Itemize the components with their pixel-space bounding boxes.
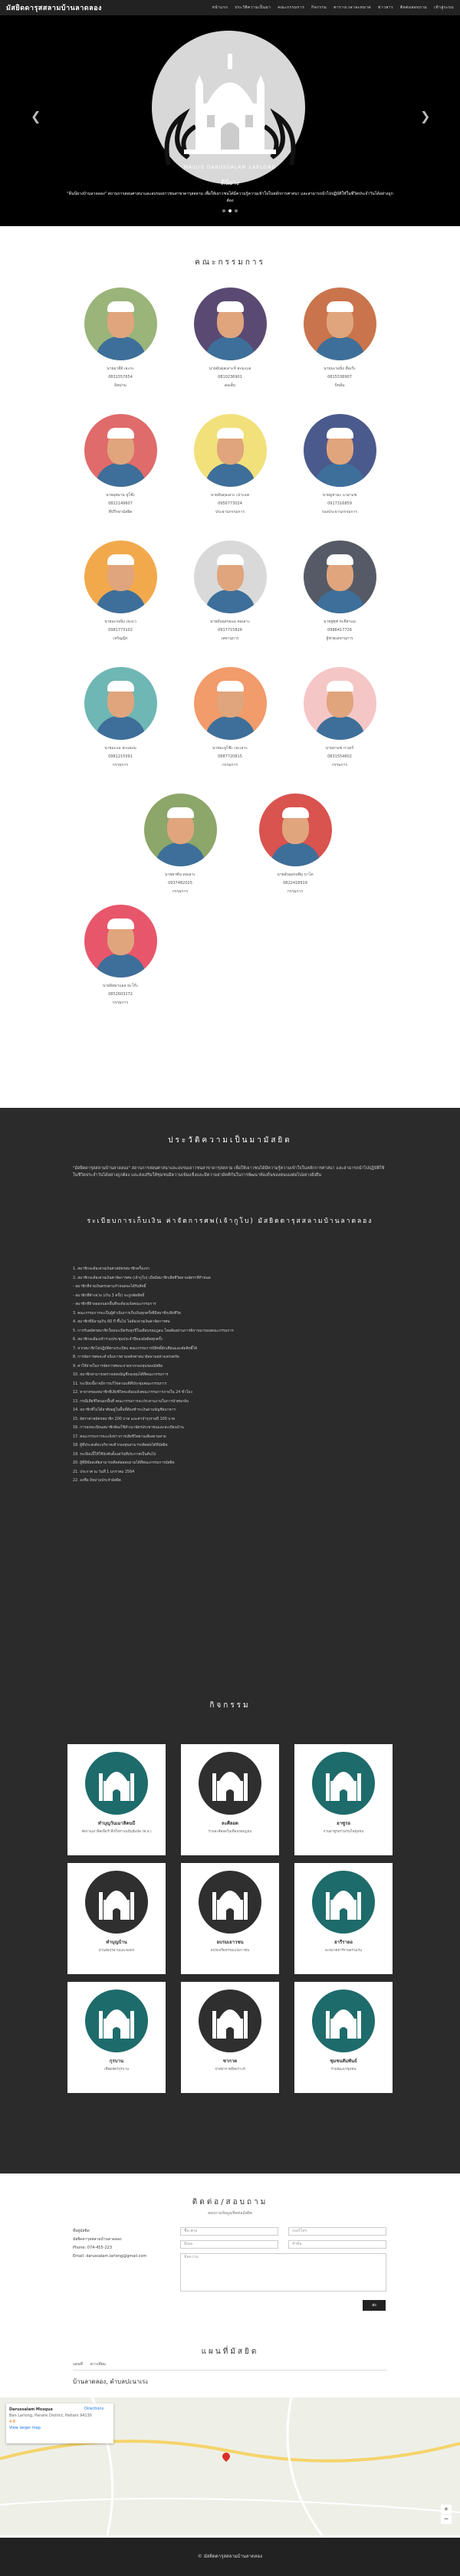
rule-item: 9. ค่าใช้จ่ายในการจัดการศพจะจ่ายจากกองทุนของมัสยิด (73, 1364, 163, 1368)
committee-member (63, 905, 178, 1007)
rule-item: 11. ระเบียบนี้อาจมีการแก้ไขตามมติที่ประชุมคณะกรรมการ (73, 1382, 167, 1386)
avatar (194, 288, 267, 360)
member-name: นายมะรอนิง เจะแว (104, 619, 136, 624)
member-role: กรรมการ (331, 763, 348, 767)
member-role: ประธานกรรมการ (215, 510, 245, 514)
rule-item: 5. การรับสมัครสมาชิกใหม่จะเปิดรับทุกปีในเดือนรอมฎอน โดยต้องผ่านการพิจารณาของคณะกรรมการ (73, 1329, 234, 1333)
hero-text: "ดีนนียางบ้านลาดลอง" สถานการสอนศาสนาและอบรมเยาวชนสาขาดารุสสลาม เพื่อให้เยาวชนได้มีความรู้ความเข้าใจในหลักการศาสนา และสามารถนำไปปฏิบัติใช้ในชีวิตประจำวันได้อย่างถูกต้อง (67, 192, 393, 203)
activity-mosque-icon (312, 1752, 375, 1815)
address-text: มัสยิดดารุสสลามบ้านลาดลอง (73, 2237, 122, 2242)
member-phone: 0917316859 (327, 501, 352, 506)
rule-item: 8. การจัดการศพจะดำเนินการตามหลักศาสนาอิสลามอย่างเคร่งครัด (73, 1355, 179, 1359)
committee-title: คณะกรรมการ (195, 258, 265, 267)
nav-item-news[interactable]: ข่าวสาร (378, 5, 393, 10)
rule-item: 10. สมาชิกสามารถตรวจสอบบัญชีกองทุนได้ที่คณะกรรมการ (73, 1373, 169, 1377)
committee-member (63, 667, 178, 770)
hero-caption (0, 165, 460, 205)
address-block (73, 2227, 180, 2261)
message-field[interactable]: ข้อความ (180, 2253, 386, 2292)
activity-card[interactable] (294, 1982, 393, 2093)
member-phone: 0810236901 (218, 375, 242, 380)
member-role: ที่ปรึกษามัสยิด (108, 510, 133, 514)
committee-member (282, 288, 397, 390)
footer (0, 2538, 460, 2576)
top-navbar (0, 0, 460, 15)
activity-mosque-icon (312, 1871, 375, 1934)
activity-text: ร่วมพัฒนาชุมชน (330, 2068, 356, 2072)
member-name: นายมะแอ สะแลแม (104, 746, 136, 751)
contact-section (0, 2174, 460, 2576)
activity-title: ฮารีรายอ (334, 1940, 353, 1945)
hero-heading: ดีนิ่ยาง (221, 179, 239, 186)
committee-member (172, 288, 288, 390)
member-name: นายอาแซ กาเดร์ (325, 746, 354, 751)
rule-item: 6. สมาชิกจะต้องเข้าร่วมประชุมประจำปีของมัสยิดทุกครั้ง (73, 1338, 163, 1342)
member-name: นายอับดุลเลาะ เปาะแต (210, 493, 250, 498)
activity-card[interactable] (181, 1982, 279, 2093)
rule-item: - สมาชิกที่ย้ายออกนอกพื้นที่จะต้องแจ้งคณะกรรมการ (73, 1303, 156, 1306)
chevron-right-icon[interactable]: ❯ (420, 109, 431, 123)
member-phone: 0887720815 (218, 754, 242, 759)
rule-item: 13. กรณีเสียชีวิตนอกพื้นที่ คณะกรรมการจะประสานงานในการนำศพกลับ (73, 1399, 189, 1404)
rule-item: 14. สมาชิกที่ไม่ได้อาศัยอยู่ในพื้นที่ต้องชำระเงินผ่านบัญชีธนาคาร (73, 1408, 176, 1412)
member-role: กรรมการ (287, 889, 304, 894)
rule-item: - สมาชิกที่ค้างจ่าย (เกิน 3 ครั้ง) จะถูกตัดสิทธิ์ (73, 1293, 145, 1298)
member-name: นายมะรอนิง ดือเร๊ะ (324, 366, 356, 371)
activity-text: จ่ายซากาตฟิตเราะห์ (215, 2068, 245, 2072)
chevron-left-icon[interactable]: ❮ (31, 109, 41, 123)
member-role: กรรมการ (222, 763, 238, 767)
rule-item: 2. สมาชิกจะต้องจ่ายเงินค่าจัดการศพ (เจ้ากูโบ) เมื่อมีสมาชิกเสียชีวิตตามอัตราที่กำหนด (73, 1276, 211, 1280)
activity-card[interactable] (67, 1744, 166, 1855)
activity-text: จัดงานเมาลิดเพื่อรำลึกถึงท่านนบีมุฮัมมัด (ซ.ล.) (81, 1830, 152, 1834)
committee-section (0, 226, 460, 1108)
member-phone: 0831557654 (108, 375, 133, 380)
member-role: เลขานุการ (221, 636, 239, 641)
avatar (304, 540, 376, 613)
member-name: นายอับดุลรอแม ดอเลาะ (210, 619, 250, 624)
map-embed[interactable] (0, 2397, 460, 2535)
activity-card[interactable] (294, 1744, 393, 1855)
committee-member (172, 414, 288, 517)
avatar (194, 540, 267, 613)
rule-item: 20. ผู้ที่มีข้อสงสัยสามารถติดต่อสอบถามได้ที่คณะกรรมการมัสยิด (73, 1461, 175, 1465)
activity-mosque-icon (199, 1752, 261, 1815)
activity-card[interactable] (181, 1863, 279, 1974)
rule-item: 12. ทายาทของสมาชิกที่เสียชีวิตจะต้องแจ้งคณะกรรมการภายใน 24 ชั่วโมง (73, 1391, 192, 1395)
avatar (304, 288, 376, 360)
avatar (194, 667, 267, 740)
activity-mosque-icon (85, 1990, 148, 2052)
member-phone: 0815538907 (327, 375, 352, 380)
rule-item: 1. สมาชิกจะต้องจ่ายเงินค่าสมัครสมาชิกครั้งแรก (73, 1267, 150, 1271)
committee-member (63, 288, 178, 390)
activity-title: อาซูรอ (337, 1821, 350, 1826)
activity-text: กวนอาซูรอร่วมกันในชุมชน (323, 1830, 364, 1834)
rule-item: - สมาชิกที่จ่ายเงินครบตามกำหนดจะได้รับสิทธิ์ (73, 1285, 146, 1289)
avatar (84, 288, 157, 360)
activity-text: อ่านอัลกุรอานและขอพร (98, 1949, 135, 1953)
activity-mosque-icon (199, 1871, 261, 1934)
carousel-dot[interactable] (222, 209, 225, 212)
member-phone: 0822418919 (283, 881, 307, 886)
nav-item-home[interactable]: หน้าแรก (212, 5, 228, 10)
member-name: นายอับดุลรอฮิม บาโด (277, 872, 314, 877)
committee-member (282, 667, 397, 770)
member-role: กรรมการ (112, 1001, 129, 1005)
committee-member (172, 540, 288, 643)
member-phone: 0981215091 (108, 754, 133, 759)
carousel-dot-active[interactable] (228, 209, 232, 212)
committee-member (238, 794, 353, 896)
history-text: "มัสยิดดารุสสลามบ้านลาดลอง" สถานการสอนศาสนาและอบรมเยาวชนสาขาดารุสสลาม เพื่อให้เยาวชนได้มีความรู้ความเข้าใจในหลักการศาสนา และสามารถนำไปปฏิบัติใช้ในชีวิตประจำวันได้อย่างถูกต้อง และส่งเสริมให้ชุมชนมีความเข้มแข็งและมีความสามัคคีกันในการพัฒนาท้องถิ่นของตนเองต่อไปอย่างยั่งยืน (73, 1166, 385, 1178)
committee-member (282, 540, 397, 643)
tab-map[interactable]: แผนที่ (73, 2362, 83, 2367)
member-name: นายอุสมาน ยูโซ๊ะ (105, 493, 135, 498)
activity-text: ร่วมละศีลอดในเดือนรอมฎอน (208, 1830, 252, 1834)
activity-text: เชือดสัตว์กุรบาน (104, 2068, 129, 2072)
member-phone: 0937482025 (168, 881, 192, 886)
rule-item: 4. สมาชิกที่มีอายุเกิน 60 ปี ขึ้นไป ไม่ต้องจ่ายเงินค่าจัดการศพ (73, 1320, 170, 1324)
rule-item: 17. คณะกรรมการจะแจ้งข่าวการเสียชีวิตผ่านเสียงตามสาย (73, 1434, 166, 1439)
email-field[interactable]: อีเมล (180, 2240, 278, 2249)
view-larger-map-link[interactable]: View larger map (9, 2426, 41, 2430)
place-rating: 4.8 (9, 2420, 15, 2424)
carousel-indicators (0, 209, 460, 212)
rule-item: 19. ระเบียบนี้ให้ใช้บังคับตั้งแต่วันที่ประกาศเป็นต้นไป (73, 1452, 156, 1457)
zoom-in-button[interactable]: + (441, 2505, 452, 2514)
zoom-out-button[interactable]: − (441, 2515, 452, 2524)
member-phone: 0986417726 (327, 628, 352, 632)
nav-item-committee[interactable]: คณะกรรมการ (278, 5, 305, 10)
committee-member (282, 414, 397, 517)
nav-item-history[interactable]: ประวัติความเป็นมา (235, 5, 271, 10)
contact-subtitle: สอบถามข้อมูล/ติดต่อมัสยิด (207, 2211, 253, 2216)
activity-text: ละหมาดฮารีรายอร่วมกัน (324, 1949, 363, 1953)
member-phone: 0822149607 (108, 501, 133, 506)
member-name: นายยูซุฟ หะยีสาแม (324, 619, 356, 624)
avatar (304, 414, 376, 487)
mosque-illustration (153, 31, 307, 176)
tab-satellite[interactable]: ดาวเทียม (90, 2362, 106, 2367)
rules-title: ระเบียบการเก็บเงิน ค่าจัดการศพ(เจ้ากูโบ) มัสยิดดารุสสลามบ้านลาดลอง (87, 1217, 373, 1225)
member-name: นายฮาซัน ดอเลาะ (165, 872, 196, 877)
activity-card[interactable] (294, 1863, 393, 1974)
contact-title: ติดต่อ/สอบถาม (192, 2198, 268, 2206)
member-role: รองประธานกรรมการ (321, 510, 358, 514)
nav-menu (212, 5, 454, 11)
info-section (0, 1108, 460, 2174)
activity-title: ทำบุญวันเมาลิดนบี (97, 1821, 136, 1826)
avatar (84, 667, 157, 740)
mosque-label: MASJID DARUSSALAM LARLONG (183, 165, 277, 170)
footer-text: © มัสยิดดารุสสลามบ้านลาดลอง (197, 2554, 263, 2559)
submit-button[interactable]: ส่ง (363, 2300, 386, 2311)
rule-item: 15. อัตราค่าสมัครสมาชิก 200 บาท และค่าบำรุงรายปี 100 บาท (73, 1417, 176, 1421)
rule-item: 22. ลงชื่อ อิหม่ามประจำมัสยิด (73, 1479, 121, 1483)
name-field[interactable]: ชื่อ-สกุล (180, 2227, 278, 2236)
avatar (144, 794, 217, 866)
member-phone: 0981773102 (108, 628, 133, 632)
email-text: Email: darussalam.larlong@gmail.com (73, 2254, 147, 2259)
place-address: Ban Larlong, Panare District, Pattani 94130 (9, 2413, 92, 2418)
nav-item-prayer-times[interactable]: ตารางเวลาละหมาด (334, 5, 371, 10)
place-name: Darussalam Mosque (9, 2407, 53, 2412)
map-title: แผนที่มัสยิด (201, 2348, 259, 2356)
activity-card[interactable] (67, 1863, 166, 1974)
activity-mosque-icon (199, 1990, 261, 2052)
history-title: ประวัติความเป็นมามัสยิด (168, 1136, 292, 1145)
activity-mosque-icon (312, 1990, 375, 2052)
activity-title: อบรมเยาวชน (216, 1940, 244, 1945)
activity-title: ละศีลอด (222, 1821, 238, 1826)
rules-list (73, 1265, 387, 1486)
member-role: คอเต็บ (224, 383, 236, 388)
address-title: ที่อยู่มัสยิด (73, 2229, 90, 2233)
committee-member (63, 414, 178, 517)
avatar (84, 905, 157, 978)
activity-title: ซากาต (222, 2058, 238, 2064)
activity-mosque-icon (85, 1752, 148, 1815)
carousel-dot[interactable] (235, 209, 238, 212)
rule-item: 21. ประกาศ ณ วันที่ 1 มกราคม 2564 (73, 1470, 135, 1474)
directions-link[interactable]: Directions (84, 2407, 104, 2411)
avatar (84, 414, 157, 487)
committee-member (172, 667, 288, 770)
map-tabs (73, 2361, 387, 2371)
member-name: นายอับดุลเลาะห์ สะมะแอ (209, 366, 251, 371)
activity-card[interactable] (67, 1982, 166, 2093)
avatar (259, 794, 332, 866)
avatar (84, 540, 157, 613)
activity-text: อบรมจริยธรรมแก่เยาวชน (210, 1949, 250, 1953)
member-role: อิหม่าม (114, 383, 127, 388)
phone-field[interactable]: เบอร์โทร (288, 2227, 386, 2236)
map-location: บ้านลาดลอง, ตำบลปะนาเระ (73, 2378, 149, 2385)
committee-member (123, 794, 238, 896)
member-name: นายอาลีย์ เจะกะ (107, 366, 134, 371)
nav-item-activities[interactable]: กิจกรรม (311, 5, 327, 10)
member-role: บิหลั่น (334, 383, 345, 388)
activity-title: ชุมชนสัมพันธ์ (330, 2058, 357, 2064)
rule-item: 3. คณะกรรมการจะเป็นผู้ดำเนินการเก็บเงินทุกครั้งที่มีสมาชิกเสียชีวิต (73, 1311, 181, 1316)
activity-title: ทำบุญบ้าน (106, 1940, 127, 1945)
member-phone: 0917715826 (218, 628, 242, 632)
member-phone: 0956773024 (218, 501, 242, 506)
rule-item: 16. การลงทะเบียนสมาชิกต้องใช้สำเนาบัตรประชาชนและทะเบียนบ้าน (73, 1426, 184, 1430)
committee-member (63, 540, 178, 643)
nav-item-contact[interactable]: ติดต่อสอบถาม (399, 5, 428, 10)
activity-mosque-icon (85, 1871, 148, 1934)
member-name: นายมะยูโซ๊ะ เจะเลาะ (212, 746, 248, 751)
phone-text: Phone: 074-455-223 (73, 2246, 113, 2250)
site-brand[interactable]: มัสยิดดารุสสลามบ้านลาดลอง (6, 5, 102, 12)
member-role: กรรมการ (172, 889, 189, 894)
activity-card[interactable] (181, 1744, 279, 1855)
avatar (194, 414, 267, 487)
member-role: กรรมการ (112, 763, 129, 767)
member-role: เหรัญญิก (113, 636, 128, 641)
activity-title: กุรบาน (109, 2058, 124, 2064)
rule-item: 18. ผู้ที่ประสงค์จะบริจาคเข้ากองทุนสามารถติดต่อได้ที่มัสยิด (73, 1444, 168, 1447)
member-name: นายมูหามะ แวอาแซ (322, 493, 357, 498)
hero-carousel (0, 15, 460, 226)
member-phone: 0852603272 (108, 992, 133, 997)
rule-item: 7. หากสมาชิกไม่ปฏิบัติตามระเบียบ คณะกรรมการมีสิทธิ์ตักเตือนและตัดสิทธิ์ได้ (73, 1346, 198, 1351)
member-phone: 0831554602 (327, 754, 352, 759)
nav-item-login[interactable]: เข้าสู่ระบบ (434, 5, 454, 10)
subject-field[interactable]: หัวข้อ (288, 2240, 386, 2249)
avatar (304, 667, 376, 740)
member-role: ผู้ช่วยเลขานุการ (326, 636, 353, 641)
member-name: นายอิสมาแอล ยะโก๊ะ (102, 984, 139, 988)
activities-title: กิจกรรม (209, 1701, 251, 1710)
